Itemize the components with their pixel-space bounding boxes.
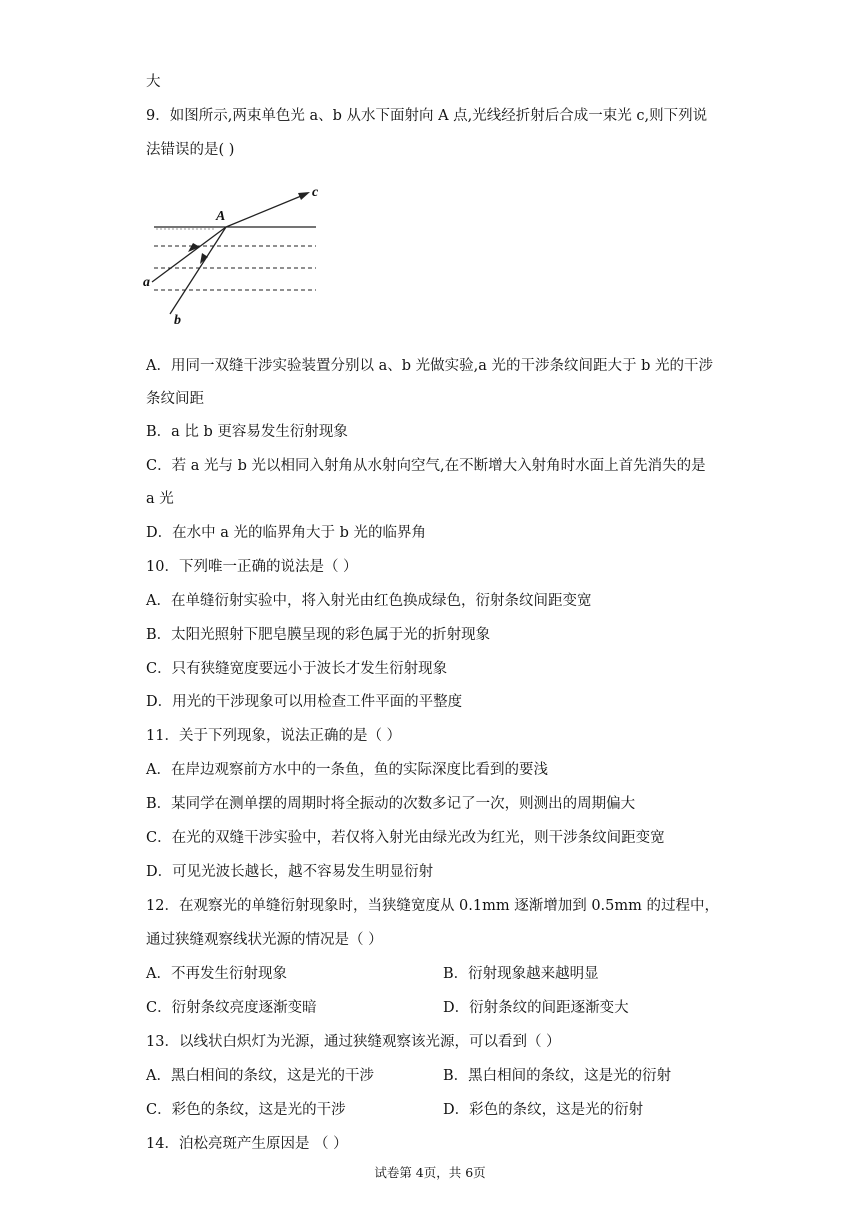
question-13-option-c: C．彩色的条纹，这是光的干涉 <box>146 1102 346 1118</box>
ray-c <box>226 194 306 227</box>
question-9-option-a: A．用同一双缝干涉实验装置分别以 a、b 光做实验,a 光的干涉条纹间距大于 b 光的干涉 <box>146 358 713 374</box>
question-11-stem: 11．关于下列现象，说法正确的是（ ） <box>146 728 402 744</box>
question-14-stem: 14．泊松亮斑产生原因是 （ ） <box>146 1136 348 1152</box>
question-12-option-d: D．衍射条纹的间距逐渐变大 <box>443 1000 629 1016</box>
question-10-stem: 10．下列唯一正确的说法是（ ） <box>146 559 358 575</box>
ray-b <box>170 227 226 314</box>
ray-a <box>152 227 226 282</box>
question-12-option-b: B．衍射现象越来越明显 <box>443 966 599 982</box>
question-13-option-b: B．黑白相间的条纹，这是光的衍射 <box>443 1068 672 1084</box>
label-a: a <box>143 275 150 290</box>
question-9-option-a-cont: 条纹间距 <box>146 391 204 407</box>
question-11-option-d: D．可见光波长越长，越不容易发生明显衍射 <box>146 864 434 880</box>
question-10-option-c: C．只有狭缝宽度要远小于波长才发生衍射现象 <box>146 661 448 677</box>
question-9-option-c-cont: a 光 <box>146 491 174 507</box>
question-13-option-d: D．彩色的条纹，这是光的衍射 <box>443 1102 644 1118</box>
question-11-option-c: C．在光的双缝干涉实验中，若仅将入射光由绿光改为红光，则干涉条纹间距变宽 <box>146 830 665 846</box>
question-11-option-b: B．某同学在测单摆的周期时将全振动的次数多记了一次，则测出的周期偏大 <box>146 796 636 812</box>
question-10-option-b: B．太阳光照射下肥皂膜呈现的彩色属于光的折射现象 <box>146 627 491 643</box>
question-9-stem: 9．如图所示,两束单色光 a、b 从水下面射向 A 点,光线经折射后合成一束光 c,则下列说 <box>146 108 708 124</box>
question-9-option-d: D．在水中 a 光的临界角大于 b 光的临界角 <box>146 525 426 541</box>
question-9-option-c: C．若 a 光与 b 光以相同入射角从水射向空气,在不断增大入射角时水面上首先消失的是 <box>146 458 706 474</box>
label-c: c <box>312 185 319 200</box>
question-12-option-c: C．衍射条纹亮度逐渐变暗 <box>146 1000 317 1016</box>
carry-over-text: 大 <box>146 74 161 90</box>
question-10-option-a: A．在单缝衍射实验中，将入射光由红色换成绿色，衍射条纹间距变宽 <box>146 593 592 609</box>
question-9-option-b: B．a 比 b 更容易发生衍射现象 <box>146 424 348 440</box>
ray-c-arrow <box>298 192 310 200</box>
label-A: A <box>216 209 226 224</box>
question-12-stem-cont: 通过狭缝观察线状光源的情况是（ ） <box>146 932 383 948</box>
question-10-option-d: D．用光的干涉现象可以用检查工件平面的平整度 <box>146 694 463 710</box>
page-footer: 试卷第 4页，共 6页 <box>374 1165 486 1180</box>
question-13-stem: 13．以线状白炽灯为光源，通过狭缝观察该光源，可以看到（ ） <box>146 1034 561 1050</box>
refraction-diagram <box>140 180 330 330</box>
question-9-stem-cont: 法错误的是( ) <box>146 142 235 158</box>
label-b: b <box>174 313 181 328</box>
question-12-option-a: A．不再发生衍射现象 <box>146 966 287 982</box>
question-11-option-a: A．在岸边观察前方水中的一条鱼，鱼的实际深度比看到的要浅 <box>146 762 548 778</box>
question-12-stem: 12．在观察光的单缝衍射现象时，当狭缝宽度从 0.1mm 逐渐增加到 0.5mm 的过程中， <box>146 898 720 914</box>
question-13-option-a: A．黑白相间的条纹，这是光的干涉 <box>146 1068 374 1084</box>
